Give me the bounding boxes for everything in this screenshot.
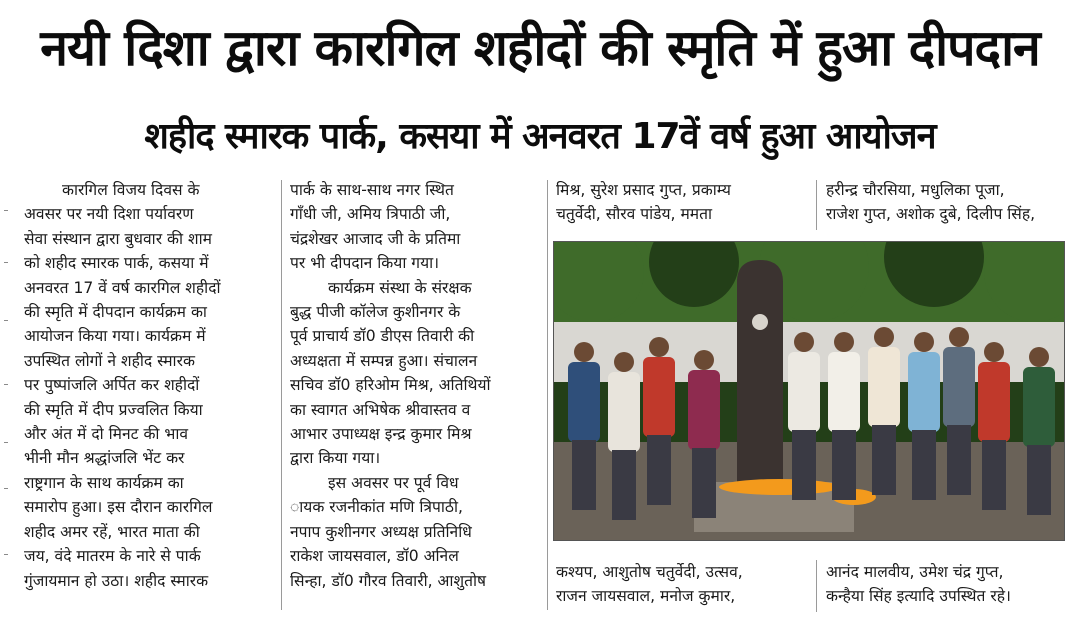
text-line: ायक रजनीकांत मणि त्रिपाठी, (290, 498, 463, 517)
article-column-4-top (826, 178, 1072, 228)
column-divider (547, 180, 548, 610)
text-line: मिश्र, सुरेश प्रसाद गुप्त, प्रकाम्य (556, 181, 731, 199)
text-line: कन्हैया सिंह इत्यादि उपस्थित रहे। (826, 587, 1011, 606)
article-column-3-bottom (556, 560, 806, 616)
person-legs (832, 430, 856, 500)
text-line: कश्यप, आशुतोष चतुर्वेदी, उत्सव, (556, 563, 743, 581)
person-legs (947, 425, 971, 495)
text-line: जय, वंदे मातरम के नारे से पार्क (24, 547, 201, 566)
photo-illustration (554, 242, 1064, 540)
person-head (949, 327, 969, 347)
text-line: अध्यक्षता में सम्पन्न हुआ। संचालन (290, 351, 478, 370)
column-divider (281, 180, 282, 610)
person-legs (872, 425, 896, 495)
text-line: इस अवसर पर पूर्व विध (328, 473, 459, 492)
person-head (574, 342, 594, 362)
text-line: उपस्थित लोगों ने शहीद स्मारक (24, 351, 195, 370)
text-line: शहीद अमर रहें, भारत माता की (24, 522, 200, 541)
text-line: सेवा संस्थान द्वारा बुधवार की शाम (24, 229, 212, 248)
person-body (608, 372, 640, 452)
text-line: की स्मृति में दीप प्रज्वलित किया (24, 400, 203, 419)
person-head (694, 350, 714, 370)
person-legs (792, 430, 816, 500)
person-head (834, 332, 854, 352)
text-line: आयोजन किया गया। कार्यक्रम में (24, 327, 206, 346)
person-body (908, 352, 940, 432)
text-line: नपाप कुशीनगर अध्यक्ष प्रतिनिधि (290, 522, 472, 541)
text-line: चतुर्वेदी, सौरव पांडेय, ममता (556, 205, 713, 224)
person-body (868, 347, 900, 427)
text-line: राकेश जायसवाल, डॉ0 अनिल (290, 547, 459, 566)
text-line: भीनी मौन श्रद्धांजलि भेंट कर (24, 449, 185, 468)
text-line: राष्ट्रगान के साथ कार्यक्रम का (24, 473, 184, 492)
text-line: राजन जायसवाल, मनोज कुमार, (556, 587, 736, 606)
text-line: और अंत में दो मिनट की भाव (24, 425, 189, 444)
text-line: पूर्व प्राचार्य डॉ0 डीएस तिवारी की (290, 327, 475, 346)
person-legs (572, 440, 596, 510)
text-line: सचिव डॉ0 हरिओम मिश्र, अतिथियों (290, 376, 491, 395)
person-legs (982, 440, 1006, 510)
person-head (1029, 347, 1049, 367)
subheadline: शहीद स्मारक पार्क, कसया में अनवरत 17वें वर्ष हुआ आयोजन (144, 116, 936, 157)
text-line: पार्क के साथ-साथ नगर स्थित (290, 181, 454, 199)
person-body (1023, 367, 1055, 447)
person-body (828, 352, 860, 432)
text-line: अवसर पर नयी दिशा पर्यावरण (24, 205, 194, 224)
news-photo (553, 241, 1065, 541)
person-body (978, 362, 1010, 442)
text-line: द्वारा किया गया। (290, 449, 381, 468)
article-column-3-top (556, 178, 806, 228)
column-divider (816, 180, 817, 230)
person-legs (612, 450, 636, 520)
text-line: राजेश गुप्त, अशोक दुबे, दिलीप सिंह, (826, 205, 1036, 224)
text-line: को शहीद स्मारक पार्क, कसया में (24, 254, 209, 273)
person-head (794, 332, 814, 352)
text-line: अनवरत 17 वें वर्ष कारगिल शहीदों (24, 278, 221, 297)
text-line: पर भी दीपदान किया गया। (290, 254, 440, 273)
person-legs (912, 430, 936, 500)
text-line: का स्वागत अभिषेक श्रीवास्तव व (290, 400, 471, 419)
person-body (688, 370, 720, 450)
text-line: की स्मृति में दीपदान कार्यक्रम का (24, 303, 207, 322)
person-legs (692, 448, 716, 518)
text-line: कारगिल विजय दिवस के (62, 181, 200, 199)
person-head (649, 337, 669, 357)
person-legs (647, 435, 671, 505)
diya-flames (719, 479, 839, 495)
text-line: हरीन्द्र चौरसिया, मधुलिका पूजा, (826, 181, 1005, 199)
person-head (874, 327, 894, 347)
page-edge-marks (4, 170, 10, 610)
person-head (614, 352, 634, 372)
text-line: समारोप हुआ। इस दौरान कारगिल (24, 498, 213, 517)
memorial-stone (737, 260, 783, 492)
article-column-1 (24, 178, 272, 618)
text-line: बुद्ध पीजी कॉलेज कुशीनगर के (290, 303, 461, 322)
person-legs (1027, 445, 1051, 515)
text-line: गाँधी जी, अमिय त्रिपाठी जी, (290, 205, 451, 224)
person-body (943, 347, 975, 427)
column-divider (816, 560, 817, 612)
text-line: कार्यक्रम संस्था के संरक्षक (328, 278, 472, 297)
text-line: चंद्रशेखर आजाद जी के प्रतिमा (290, 229, 461, 248)
person-body (788, 352, 820, 432)
article-column-2 (290, 178, 538, 618)
text-line: आभार उपाध्यक्ष इन्द्र कुमार मिश्र (290, 425, 472, 444)
article-column-4-bottom (826, 560, 1072, 616)
person-body (643, 357, 675, 437)
memorial-emblem (752, 314, 768, 330)
text-line: पर पुष्पांजलि अर्पित कर शहीदों (24, 376, 200, 395)
text-line: आनंद मालवीय, उमेश चंद्र गुप्त, (826, 563, 1004, 581)
text-line: गुंजायमान हो उठा। शहीद स्मारक (24, 571, 209, 590)
headline: नयी दिशा द्वारा कारगिल शहीदों की स्मृति में हुआ दीपदान (40, 19, 1040, 77)
person-body (568, 362, 600, 442)
text-line: सिन्हा, डॉ0 गौरव तिवारी, आशुतोष (290, 571, 487, 590)
person-head (914, 332, 934, 352)
person-head (984, 342, 1004, 362)
